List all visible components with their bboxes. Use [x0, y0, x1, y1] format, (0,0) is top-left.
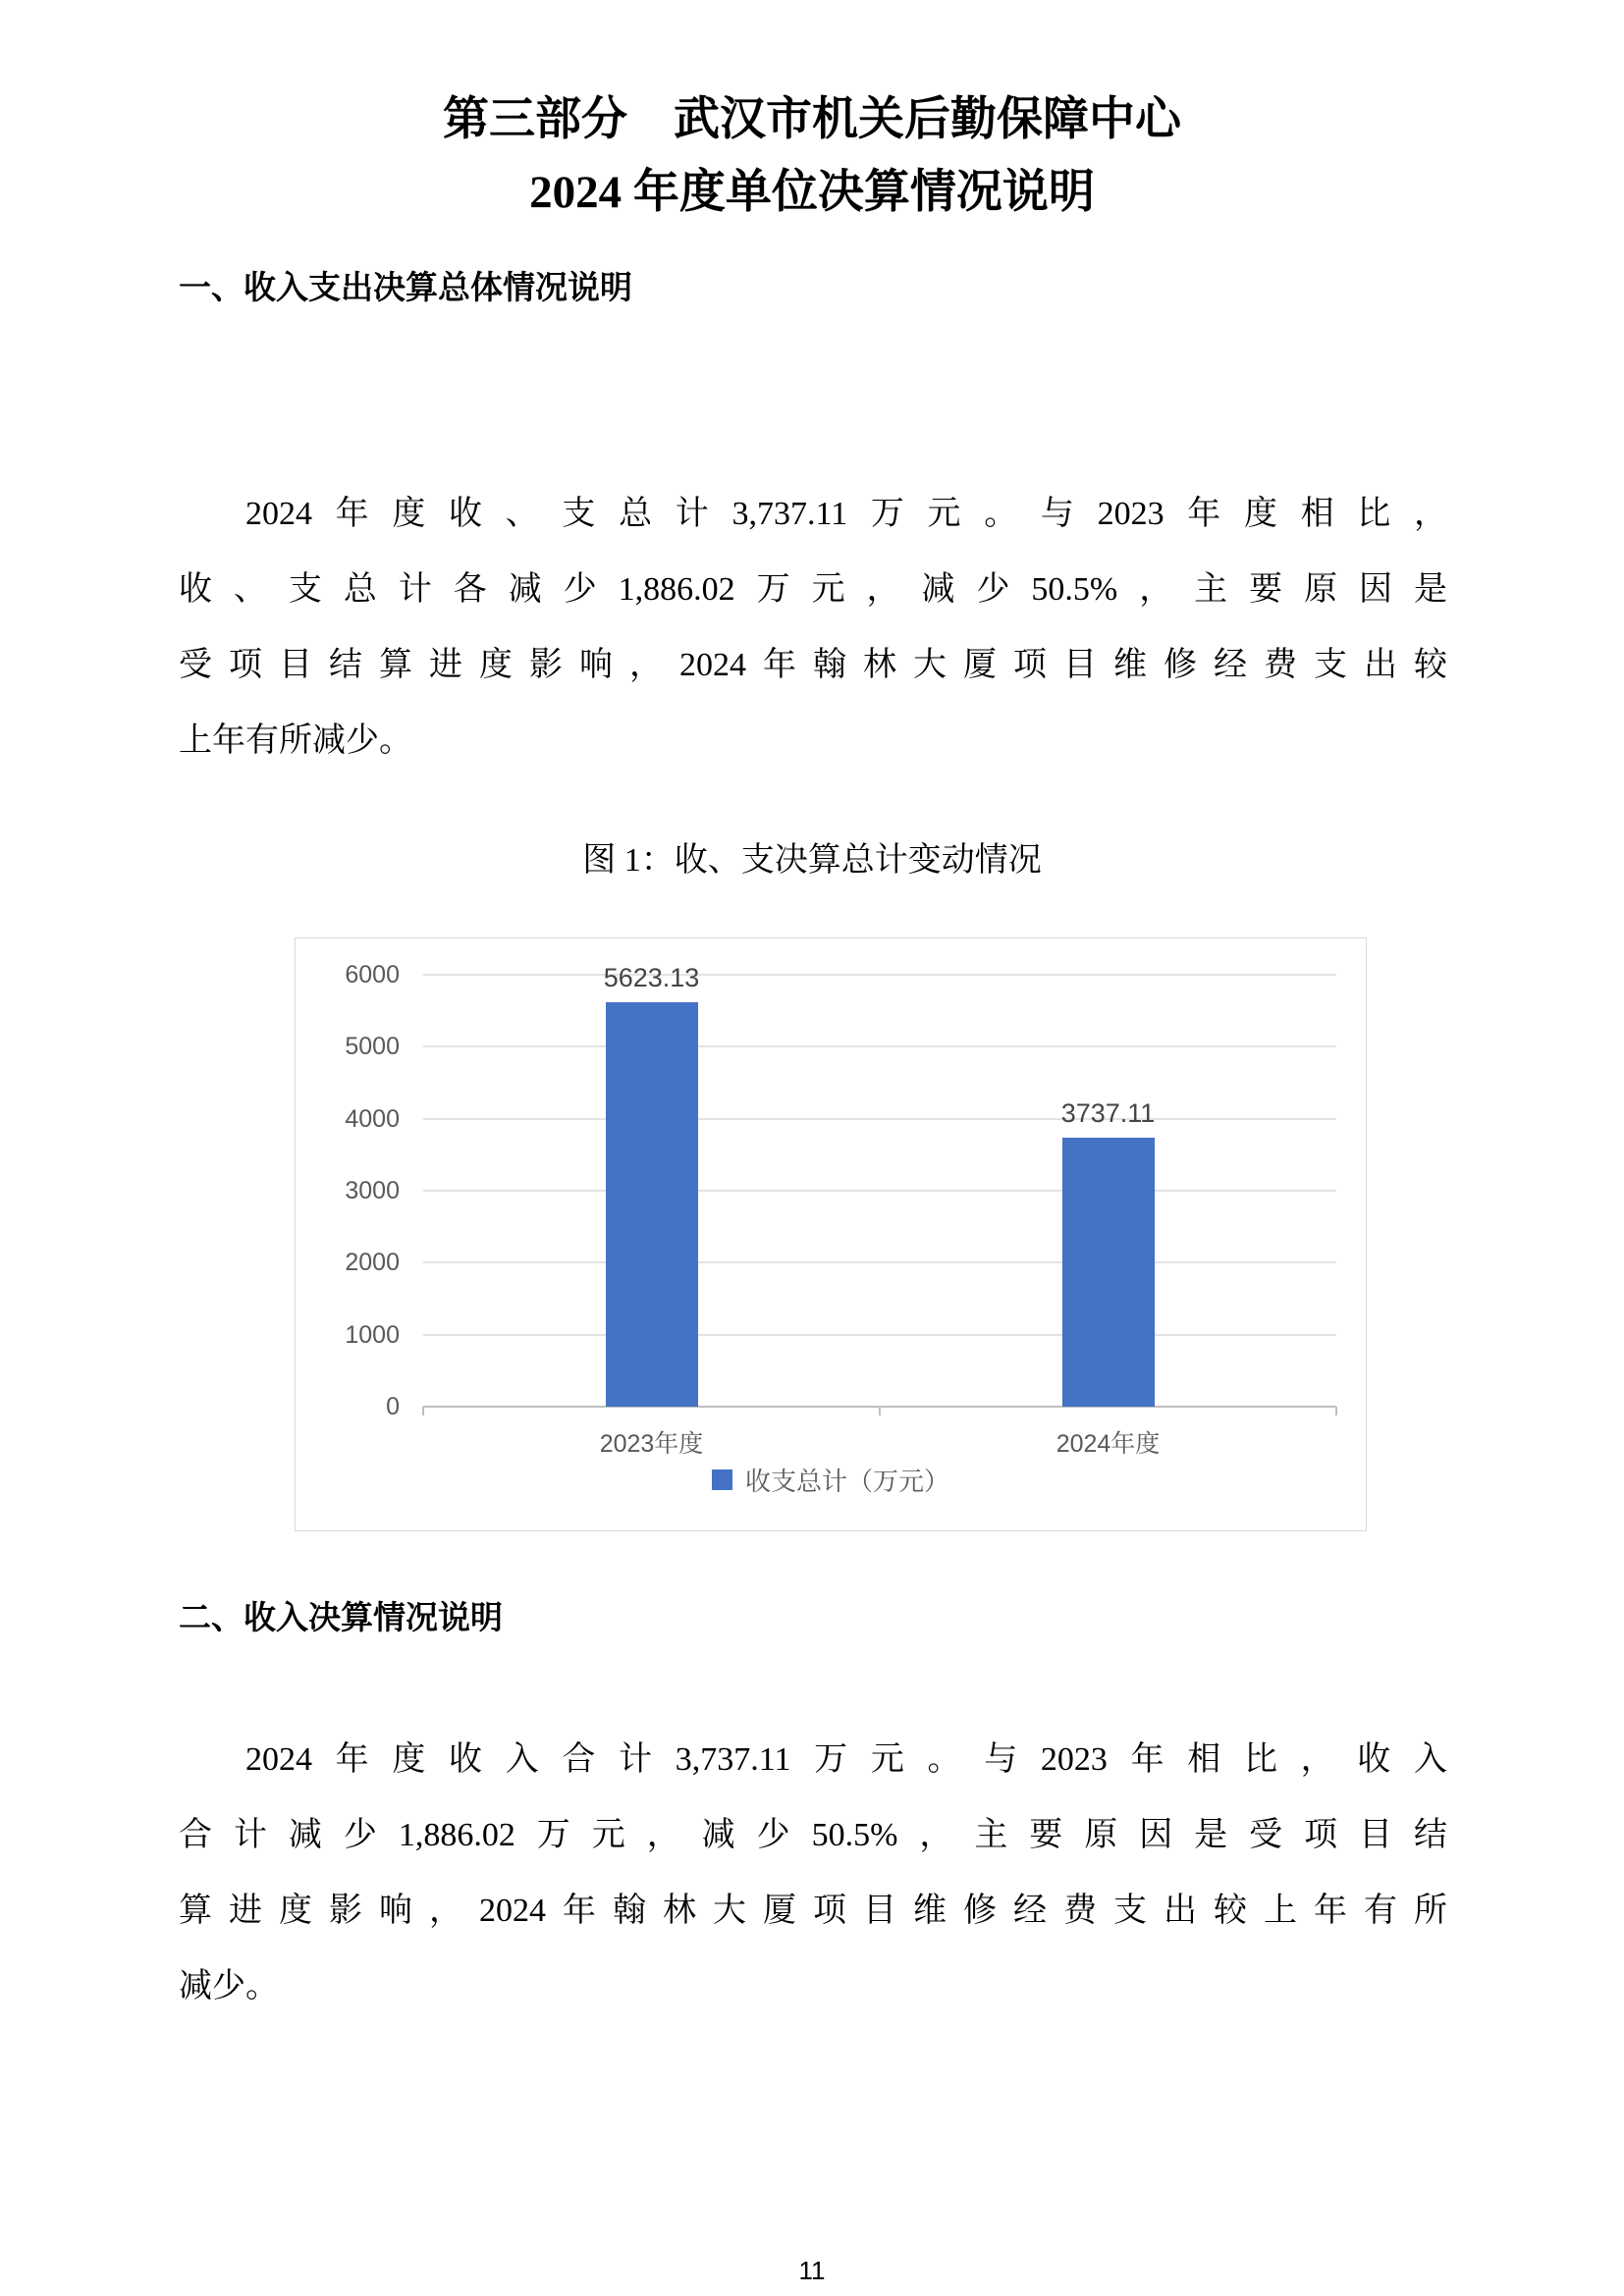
y-tick-label: 5000: [345, 1033, 400, 1061]
paragraph-line: 2024年度收、支总计3,737.11万元。与2023年度相比，: [245, 496, 1447, 532]
bar: [1062, 1138, 1155, 1407]
section2-heading: 二、收入决算情况说明: [179, 1599, 503, 1635]
gridline: [423, 1045, 1336, 1047]
x-axis-tick: [879, 1407, 881, 1415]
document-title: [0, 83, 1624, 229]
paragraph-line: 减少。: [179, 1968, 279, 2004]
x-category-label: 2023年度: [599, 1430, 704, 1458]
figure-caption: 图 1：收、支决算总计变动情况: [582, 842, 1042, 879]
section1-heading: 一、收入支出决算总体情况说明: [179, 269, 632, 305]
gridline: [423, 1334, 1336, 1336]
chart-legend: [712, 1462, 949, 1498]
y-tick-label: 0: [386, 1393, 400, 1420]
bar-chart: [295, 937, 1367, 1531]
bar-value-label: 3737.11: [1060, 1097, 1156, 1128]
bar-value-label: 5623.13: [603, 962, 700, 992]
paragraph-line: 收、支总计各减少1,886.02万元，减少50.5%，主要原因是: [179, 571, 1447, 608]
x-category-label: 2024年度: [1056, 1430, 1161, 1458]
y-tick-label: 1000: [345, 1320, 400, 1349]
paragraph-line: 2024年度收入合计3,737.11万元。与2023年相比，收入: [245, 1741, 1447, 1778]
chart-plot: [423, 975, 1336, 1407]
y-tick-label: 3000: [345, 1177, 400, 1204]
y-tick-label: 6000: [345, 961, 400, 988]
paragraph-line: 上年有所减少。: [179, 722, 412, 759]
x-axis-tick: [422, 1407, 424, 1415]
bar: [606, 1002, 698, 1407]
legend-swatch-icon: [712, 1469, 732, 1490]
y-tick-label: 2000: [345, 1249, 400, 1277]
x-axis-tick: [1335, 1407, 1337, 1415]
paragraph-line: 受项目结算进度影响，2024年翰林大厦项目维修经费支出较: [179, 647, 1447, 683]
gridline: [423, 1190, 1336, 1192]
paragraph-line: 算进度影响，2024年翰林大厦项目维修经费支出较上年有所: [179, 1893, 1447, 1929]
section1-paragraph: [179, 476, 1447, 778]
page-number: 11: [798, 2256, 826, 2285]
document-title-line1: 第三部分 武汉市机关后勤保障中心: [443, 94, 1181, 145]
legend-label: 收支总计（万元）: [744, 1467, 950, 1496]
gridline: [423, 1261, 1336, 1263]
paragraph-line: 合计减少1,886.02万元，减少50.5%，主要原因是受项目结: [179, 1817, 1447, 1853]
y-tick-label: 4000: [345, 1104, 400, 1133]
document-title-line2: 2024 年度单位决算情况说明: [529, 167, 1095, 218]
section2-paragraph: [179, 1722, 1447, 2024]
